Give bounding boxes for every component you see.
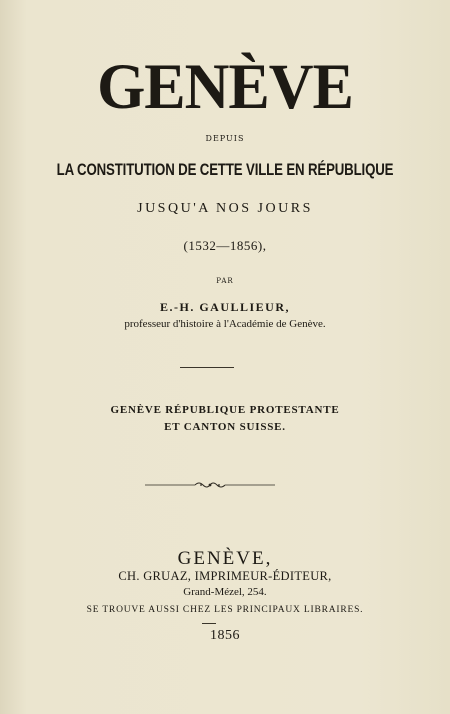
author-name: E.-H. GAULLIEUR, (159, 300, 290, 314)
subtitle-line-2: JUSQU'A NOS JOURS (137, 201, 313, 216)
date-range: (1532—1856), (183, 238, 267, 253)
book-title: GENÈVE (97, 51, 353, 123)
imprint-address: Grand-Mézel, 254. (183, 586, 267, 598)
author-role: professeur d'histoire à l'Académie de Genève. (124, 318, 326, 330)
par-label: PAR (216, 277, 234, 285)
volume-title-line-1: GENÈVE RÉPUBLIQUE PROTESTANTE (110, 404, 340, 416)
subtitle-line-1: LA CONSTITUTION DE CETTE VILLE EN RÉPUBLIQUE (56, 160, 394, 179)
depuis-label: DEPUIS (205, 134, 245, 143)
imprint-printer: CH. GRUAZ, IMPRIMEUR-ÉDITEUR, (118, 569, 332, 583)
imprint-city: GENÈVE, (177, 548, 273, 569)
year-rule (202, 623, 216, 624)
divider-rule (180, 367, 234, 368)
ornament-rule-icon (145, 480, 275, 490)
imprint-also-sold: SE TROUVE AUSSI CHEZ LES PRINCIPAUX LIBRAIRES. (86, 605, 364, 615)
imprint-year: 1856 (210, 628, 240, 643)
volume-title-line-2: ET CANTON SUISSE. (164, 421, 286, 433)
